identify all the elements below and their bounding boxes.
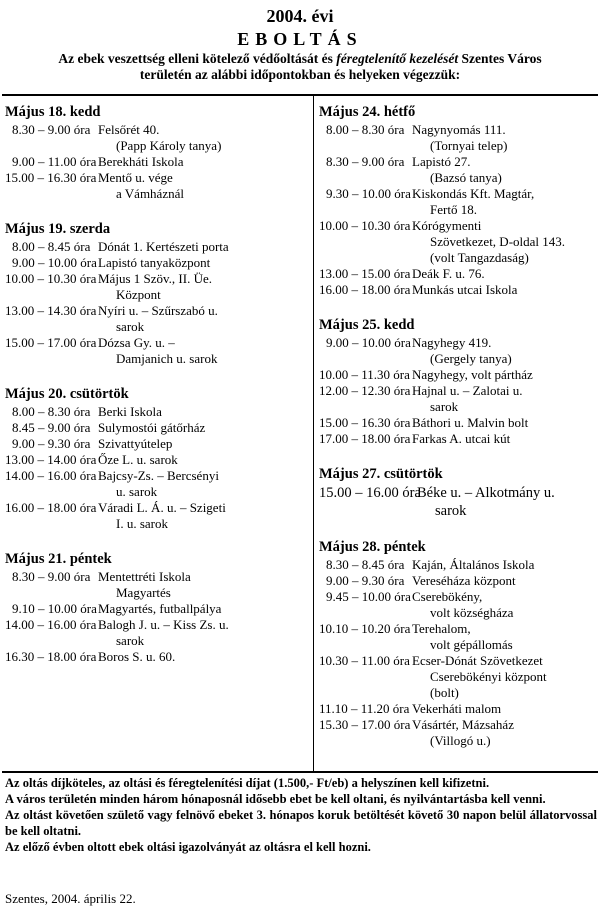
schedule-entry: [5, 335, 305, 367]
entry-time: 13.00 – 14.00 óra: [5, 452, 97, 467]
place-line: Kiskondás Kft. Magtár,: [412, 186, 535, 201]
schedule-entry: [319, 621, 597, 653]
place-line-continued: volt gépállomás: [430, 637, 513, 652]
schedule-entry: [5, 154, 305, 170]
day-title: Május 20. csütörtök: [5, 386, 129, 402]
note-paragraph: Az előző évben oltott ebek oltási igazolványát az oltásra el kell hozni.: [5, 840, 371, 854]
place-line: Bajcsy-Zs. – Bercsényi: [98, 468, 219, 483]
entry-time: 11.10 – 11.20 óra: [319, 701, 410, 716]
column-divider: [313, 96, 314, 772]
schedule-entry: [319, 122, 597, 154]
entry-place: [98, 500, 305, 532]
place-line: Béke u. – Alkotmány u.: [417, 485, 555, 501]
bottom-divider: [2, 771, 598, 773]
place-line: Berki Iskola: [98, 404, 162, 419]
entry-time: 14.00 – 16.00 óra: [5, 617, 97, 632]
entry-time: 16.00 – 18.00 óra: [5, 500, 97, 515]
day-block: [319, 316, 597, 447]
entry-time: 17.00 – 18.00 óra: [319, 431, 411, 446]
entry-place: [98, 239, 305, 255]
page-header: [0, 6, 600, 83]
schedule-entry: [5, 239, 305, 255]
schedule-entry: [5, 569, 305, 601]
place-line: Mentettréti Iskola: [98, 569, 191, 584]
place-line-continued: u. sarok: [116, 484, 158, 499]
entry-time: 8.30 – 9.00 óra: [12, 569, 91, 584]
year-heading: 2004. évi: [266, 6, 334, 26]
place-line-continued: Cserebökényi központ: [430, 669, 547, 684]
day-block: [5, 103, 305, 202]
place-line: Kórógymenti: [412, 218, 482, 233]
schedule-entry: [319, 367, 597, 383]
entry-place: [412, 154, 597, 186]
place-line: Felsőrét 40.: [98, 122, 160, 137]
schedule-entry: [5, 122, 305, 154]
entry-time: 16.30 – 18.00 óra: [5, 649, 97, 664]
entry-place: [98, 569, 305, 601]
schedule-entry: [5, 649, 305, 665]
day-title: Május 25. kedd: [319, 317, 415, 333]
day-block: [319, 538, 597, 749]
schedule-entry: [5, 452, 305, 468]
schedule-entry: [319, 415, 597, 431]
entry-time: 9.45 – 10.00 óra: [326, 589, 411, 604]
entry-time: 9.00 – 11.00 óra: [12, 154, 97, 169]
schedule-entry: [319, 218, 597, 266]
place-line: Ecser-Dónát Szövetkezet: [412, 653, 543, 668]
schedule-entry: [319, 701, 597, 717]
schedule-entry: [319, 335, 597, 367]
entry-place: [412, 282, 597, 298]
entry-place: [98, 122, 305, 154]
schedule-entry: [319, 154, 597, 186]
place-line: Báthori u. Malvin bolt: [412, 415, 529, 430]
entry-place: [412, 266, 597, 282]
entry-place: [412, 186, 597, 218]
entry-place: [412, 621, 597, 653]
day-title: Május 21. péntek: [5, 551, 112, 567]
schedule-entry: [5, 170, 305, 202]
entry-place: [412, 218, 597, 266]
place-line-continued: (Gergely tanya): [430, 351, 512, 366]
schedule-entry: [5, 271, 305, 303]
place-line: Lapistó 27.: [412, 154, 471, 169]
schedule-entry: [319, 557, 597, 573]
entry-place: [98, 617, 305, 649]
entry-time: 12.00 – 12.30 óra: [319, 383, 411, 398]
entry-time: 9.00 – 9.30 óra: [12, 436, 91, 451]
place-line: Dózsa Gy. u. –: [98, 335, 175, 350]
entry-place: [98, 468, 305, 500]
place-line: Lapistó tanyaközpont: [98, 255, 211, 270]
schedule-entry: [319, 653, 597, 701]
entry-place: [412, 122, 597, 154]
entry-place: [412, 383, 597, 415]
place-line-continued: a Vámháznál: [116, 186, 184, 201]
day-block: [319, 465, 597, 520]
place-line: Hajnal u. – Zalotai u.: [412, 383, 523, 398]
entry-place: [98, 452, 305, 468]
place-line: Vereséháza központ: [412, 573, 516, 588]
place-line: Terehalom,: [412, 621, 471, 636]
intro-text: [0, 51, 600, 83]
entry-time: 9.00 – 10.00 óra: [326, 335, 411, 350]
note-paragraph: Az oltás díjköteles, az oltási és féregtelenítési díjat (1.500,- Ft/eb) a helyszínen kell kifizetni.: [5, 776, 490, 790]
entry-place: [412, 589, 597, 621]
place-line-continued: sarok: [116, 319, 145, 334]
notes-section: [5, 775, 597, 855]
entry-place: [412, 431, 597, 447]
schedule-entry: [5, 601, 305, 617]
schedule-entry: [319, 589, 597, 621]
entry-time: 15.30 – 17.00 óra: [319, 717, 411, 732]
day-block: [5, 220, 305, 367]
entry-time: 16.00 – 18.00 óra: [319, 282, 411, 297]
issue-date: Szentes, 2004. április 22.: [5, 891, 136, 906]
schedule-entry: [319, 717, 597, 749]
place-line: Vásártér, Mázsaház: [412, 717, 514, 732]
entry-time: 8.30 – 8.45 óra: [326, 557, 405, 572]
place-line-continued: (volt Tangazdaság): [430, 250, 529, 265]
place-line-continued: sarok: [435, 503, 467, 519]
place-line: Nagyhegy 419.: [412, 335, 492, 350]
place-line: Sulymostói gátőrház: [98, 420, 206, 435]
intro-part-b: Szentes Város: [458, 51, 542, 66]
place-line-continued: (Villogó u.): [430, 733, 491, 748]
place-line: Nyíri u. – Szűrszabó u.: [98, 303, 218, 318]
schedule-entry: [5, 303, 305, 335]
entry-place: [98, 303, 305, 335]
entry-place: [412, 367, 597, 383]
entry-place: [412, 701, 597, 717]
schedule-entry: [5, 617, 305, 649]
schedule-entry: [319, 282, 597, 298]
place-line: Deák F. u. 76.: [412, 266, 485, 281]
place-line-continued: I. u. sarok: [116, 516, 168, 531]
place-line: Berekháti Iskola: [98, 154, 184, 169]
schedule-entry: [5, 404, 305, 420]
day-block: [5, 385, 305, 532]
intro-line-2: területén az alábbi időpontokban és helyeken végezzük:: [139, 67, 461, 82]
entry-place: [98, 420, 305, 436]
entry-time: 9.00 – 9.30 óra: [326, 573, 405, 588]
entry-place: [98, 436, 305, 452]
place-line: Mentő u. vége: [98, 170, 173, 185]
entry-place: [412, 335, 597, 367]
entry-time: 14.00 – 16.00 óra: [5, 468, 97, 483]
schedule-entry: [5, 436, 305, 452]
day-title: Május 24. hétfő: [319, 104, 416, 120]
place-line: Munkás utcai Iskola: [412, 282, 518, 297]
note-paragraph: Az oltást követően születő vagy felnövő ebeket 3. hónapos koruk betöltését követő 30 napon belül állatorvossal be kell oltatni.: [5, 808, 597, 838]
entry-time: 10.00 – 11.30 óra: [319, 367, 410, 382]
place-line-continued: volt községháza: [430, 605, 514, 620]
entry-time: 10.30 – 11.00 óra: [319, 653, 410, 668]
place-line-continued: sarok: [430, 399, 459, 414]
entry-time: 9.00 – 10.00 óra: [12, 255, 97, 270]
entry-time: 10.00 – 10.30 óra: [319, 218, 411, 233]
entry-place: [98, 601, 305, 617]
place-line: Kaján, Általános Iskola: [412, 557, 535, 572]
place-line: Május 1 Szöv., II. Üe.: [98, 271, 212, 286]
entry-time: 10.10 – 10.20 óra: [319, 621, 411, 636]
place-line: Balogh J. u. – Kiss Zs. u.: [98, 617, 229, 632]
entry-time: 8.45 – 9.00 óra: [12, 420, 91, 435]
place-line-continued: (Bazsó tanya): [430, 170, 502, 185]
schedule-entry: [319, 484, 597, 520]
place-line-continued: Magyartés: [116, 585, 171, 600]
place-line: Boros S. u. 60.: [98, 649, 176, 664]
intro-part-a: Az ebek veszettség elleni kötelező védőoltását és: [58, 51, 337, 66]
entry-time: 8.00 – 8.30 óra: [326, 122, 405, 137]
intro-italic: féregtelenítő kezelését: [336, 51, 459, 66]
entry-place: [412, 415, 597, 431]
entry-place: [98, 649, 305, 665]
right-schedule-column: [319, 103, 597, 767]
entry-time: 8.00 – 8.45 óra: [12, 239, 91, 254]
schedule-entry: [5, 255, 305, 271]
place-line: Nagynyomás 111.: [412, 122, 506, 137]
entry-place: [98, 271, 305, 303]
schedule-entry: [319, 266, 597, 282]
day-block: [319, 103, 597, 298]
place-line: Cserebökény,: [412, 589, 483, 604]
entry-place: [412, 653, 597, 701]
page-title: EBOLTÁS: [237, 29, 363, 49]
day-title: Május 27. csütörtök: [319, 466, 443, 482]
entry-time: 8.00 – 8.30 óra: [12, 404, 91, 419]
entry-time: 13.00 – 15.00 óra: [319, 266, 411, 281]
entry-time: 15.00 – 16.30 óra: [5, 170, 97, 185]
place-line: Dónát 1. Kertészeti porta: [98, 239, 229, 254]
entry-time: 13.00 – 14.30 óra: [5, 303, 97, 318]
entry-place: [98, 255, 305, 271]
entry-place: [98, 154, 305, 170]
entry-place: [98, 404, 305, 420]
place-line-continued: Központ: [116, 287, 161, 302]
note-paragraph: A város területén minden három hónaposnál idősebb ebet be kell oltani, és nyilvántartásba kell venni.: [5, 792, 546, 806]
place-line: Váradi L. Á. u. – Szigeti: [98, 500, 226, 515]
place-line-continued: (bolt): [430, 685, 459, 700]
place-line-continued: (Papp Károly tanya): [116, 138, 222, 153]
entry-time: 9.10 – 10.00 óra: [12, 601, 97, 616]
left-schedule-column: [5, 103, 305, 683]
day-title: Május 18. kedd: [5, 104, 101, 120]
place-line: Nagyhegy, volt pártház: [412, 367, 533, 382]
schedule-entry: [319, 431, 597, 447]
entry-time: 8.30 – 9.00 óra: [326, 154, 405, 169]
entry-time: 15.00 – 16.00 óra: [319, 485, 421, 501]
entry-place: [412, 557, 597, 573]
entry-time: 8.30 – 9.00 óra: [12, 122, 91, 137]
place-line: Magyartés, futballpálya: [98, 601, 222, 616]
place-line-continued: sarok: [116, 633, 145, 648]
schedule-entry: [5, 468, 305, 500]
entry-time: 15.00 – 17.00 óra: [5, 335, 97, 350]
entry-time: 9.30 – 10.00 óra: [326, 186, 411, 201]
day-title: Május 19. szerda: [5, 221, 111, 237]
entry-place: [98, 170, 305, 202]
schedule-entry: [5, 500, 305, 532]
place-line-continued: Fertő 18.: [430, 202, 477, 217]
schedule-entry: [319, 186, 597, 218]
top-divider: [2, 94, 598, 96]
entry-place: [98, 335, 305, 367]
entry-place: [417, 484, 597, 520]
entry-place: [412, 717, 597, 749]
entry-place: [412, 573, 597, 589]
place-line: Szivattyútelep: [98, 436, 173, 451]
schedule-entry: [319, 383, 597, 415]
place-line: Őze L. u. sarok: [98, 452, 178, 467]
schedule-entry: [319, 573, 597, 589]
day-title: Május 28. péntek: [319, 539, 426, 555]
place-line-continued: Szövetkezet, D-oldal 143.: [430, 234, 566, 249]
place-line: Vekerháti malom: [412, 701, 502, 716]
place-line: Farkas A. utcai kút: [412, 431, 511, 446]
place-line-continued: (Tornyai telep): [430, 138, 508, 153]
entry-time: 15.00 – 16.30 óra: [319, 415, 411, 430]
entry-time: 10.00 – 10.30 óra: [5, 271, 97, 286]
place-line-continued: Damjanich u. sarok: [116, 351, 218, 366]
schedule-entry: [5, 420, 305, 436]
day-block: [5, 550, 305, 665]
